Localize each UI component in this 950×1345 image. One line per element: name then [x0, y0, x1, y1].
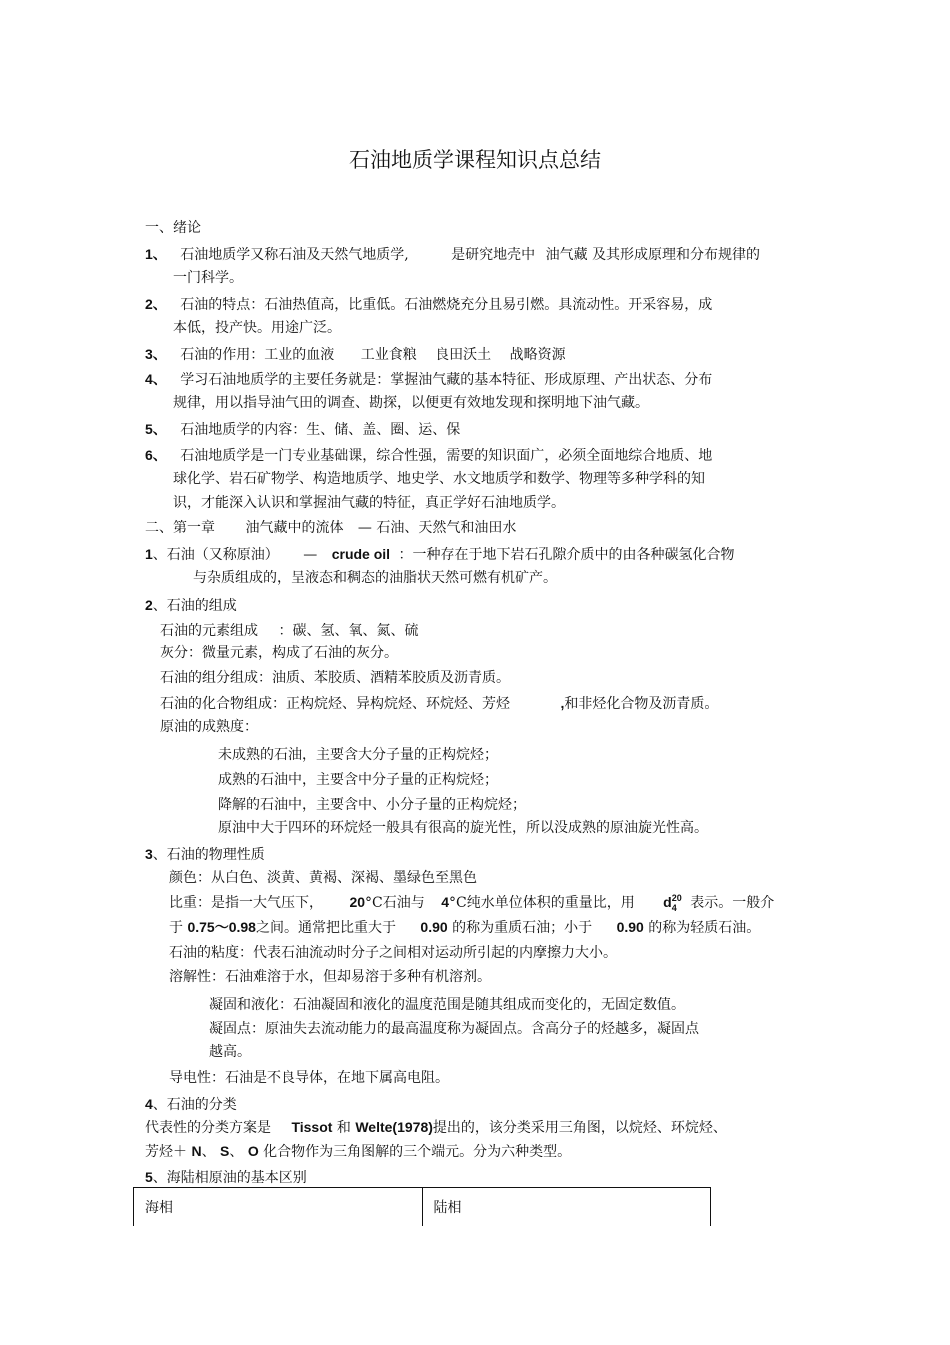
- item-text: 是研究地壳中: [451, 247, 536, 263]
- item-text: 的称为轻质石油。: [648, 920, 761, 936]
- item-text: 石油地质学又称石油及天然气地质学,: [180, 247, 409, 263]
- comparison-table: [133, 1187, 711, 1226]
- item-text: 石油的化合物组成：正构烷烃、异构烷烃、环烷烃、芳烃: [160, 696, 510, 712]
- symbol: d: [663, 894, 672, 910]
- section-heading-intro: 一、绪论: [145, 220, 201, 236]
- list-number: 1、: [145, 246, 167, 262]
- value: 0.90: [616, 919, 644, 935]
- compound-composition: [160, 694, 718, 713]
- list-item-2: [145, 295, 712, 314]
- table-row: [134, 1188, 711, 1227]
- item-text: °C石油与: [365, 895, 425, 911]
- item-text: 表示。一般介: [690, 895, 775, 911]
- item-text: 油气藏: [545, 247, 588, 263]
- group-composition: 石油的组分组成：油质、苯胶质、酒精苯胶质及沥青质。: [160, 670, 510, 686]
- value: 0.90: [420, 919, 448, 935]
- item-text: °C纯水单位体积的重量比，用: [449, 895, 635, 911]
- author-name: Welte(1978): [355, 1119, 433, 1135]
- item-text: 学习石油地质学的主要任务就是：掌握油气藏的基本特征、形成原理、产出状态、分布: [180, 372, 713, 388]
- item-text: 代表性的分类方案是: [145, 1120, 271, 1136]
- english-term: crude oil: [331, 546, 391, 562]
- separator: 、: [201, 1144, 216, 1160]
- list-number: 4、: [145, 371, 167, 387]
- item-text: 于: [169, 920, 183, 936]
- list-number: 3、: [145, 346, 167, 362]
- color-line: 颜色：从白色、淡黄、黄褐、深褐、墨绿色至黑色: [169, 870, 477, 886]
- list-item-3: [145, 345, 566, 364]
- chapter-title: 油气藏中的流体: [245, 520, 344, 536]
- section-number: 3: [145, 846, 153, 862]
- maturity-item: 降解的石油中，主要含中、小分子量的正构烷烃；: [218, 797, 526, 813]
- item-text: 石油地质学是一门专业基础课，综合性强，需要的知识面广，必须全面地综合地质、地: [180, 448, 713, 464]
- item-text: 和: [336, 1120, 351, 1136]
- subsection-4-heading: [145, 1095, 237, 1114]
- subsection-1: [145, 545, 735, 564]
- element-composition: [160, 622, 418, 640]
- specific-gravity-cont: [169, 918, 760, 937]
- symbol-superscript: 20: [671, 893, 682, 904]
- specific-gravity-line: [169, 893, 774, 912]
- table-header-continental: 陆相: [422, 1188, 711, 1227]
- item-text: 提出的，该分类采用三角图，以烷烃、环烷烃、: [432, 1120, 727, 1136]
- value: 4: [441, 894, 449, 910]
- list-item-4-cont: 规律，用以指导油气田的调查、勘探，以便更有效地发现和探明地下油气藏。: [173, 395, 649, 411]
- author-name: Tissot: [291, 1119, 333, 1135]
- element-symbol: N: [191, 1143, 202, 1159]
- maturity-item: 未成熟的石油，主要含大分子量的正构烷烃；: [218, 747, 498, 763]
- chapter-label: 二、第一章: [145, 520, 215, 536]
- heading-text: 、海陆相原油的基本区别: [152, 1170, 307, 1186]
- item-text: 战略资源: [509, 347, 566, 363]
- item-text: 石油地质学的内容：生、储、盖、圈、运、保: [180, 422, 461, 438]
- subsection-1-cont: 与杂质组成的，呈液态和稠态的油脂状天然可燃有机矿产。: [193, 570, 557, 586]
- item-text: 比重：是指一大气压下，: [169, 895, 323, 911]
- item-text: ：碳、氢、氧、氮、硫: [278, 623, 419, 639]
- list-number: 2、: [145, 296, 167, 312]
- freezing-point-cont: 越高。: [209, 1044, 251, 1060]
- viscosity-line: 石油的粘度：代表石油流动时分子之间相对运动所引起的内摩擦力大小。: [169, 945, 617, 961]
- value: 0.75～0.98: [187, 919, 256, 935]
- page-title: 石油地质学课程知识点总结: [349, 148, 601, 172]
- list-number: 6、: [145, 447, 167, 463]
- list-item-6: [145, 446, 712, 465]
- solidification-line: 凝固和液化：石油凝固和液化的温度范围是随其组成而变化的，无固定数值。: [209, 997, 685, 1013]
- section-number: 5: [145, 1169, 153, 1185]
- item-text: ,: [560, 695, 565, 711]
- chapter-subtitle: — 石油、天然气和油田水: [357, 520, 517, 536]
- symbol-subscript: 4: [671, 902, 677, 913]
- item-text: 石油的特点：石油热值高，比重低。石油燃烧充分且易引燃。具流动性。开采容易，成: [180, 297, 713, 313]
- conductivity-line: 导电性：石油是不良导体，在地下属高电阻。: [169, 1070, 449, 1086]
- element-symbol: O: [247, 1143, 259, 1159]
- list-item-5: [145, 420, 460, 439]
- maturity-item: 成熟的石油中，主要含中分子量的正构烷烃；: [218, 772, 498, 788]
- list-item-2-cont: 本低，投产快。用途广泛。: [173, 320, 341, 336]
- item-text: 和非烃化合物及沥青质。: [564, 696, 719, 712]
- table-header-marine: 海相: [134, 1188, 423, 1227]
- item-text: 良田沃土: [435, 347, 492, 363]
- subsection-2-heading: [145, 596, 237, 615]
- item-text: 之间。通常把比重大于: [255, 920, 396, 936]
- item-text: —: [303, 547, 318, 563]
- section-number: 4: [145, 1096, 153, 1112]
- heading-text: 、石油的分类: [152, 1097, 237, 1113]
- item-text: 石油的作用：工业的血液: [180, 347, 335, 363]
- element-symbol: S: [220, 1143, 230, 1159]
- maturity-label: 原油的成熟度：: [160, 719, 258, 735]
- list-item-1: [145, 245, 760, 264]
- list-item-6-cont: 识，才能深入认识和掌握油气藏的特征，真正学好石油地质学。: [173, 495, 565, 511]
- item-text: ：一种存在于地下岩石孔隙介质中的由各种碳氢化合物: [398, 547, 735, 563]
- heading-text: 、石油的物理性质: [152, 847, 265, 863]
- item-text: 石油的元素组成: [160, 623, 258, 639]
- subsection-5-heading: [145, 1168, 307, 1187]
- maturity-item: 原油中大于四环的环烷烃一般具有很高的旋光性，所以没成熟的原油旋光性高。: [218, 820, 708, 836]
- freezing-point-line: 凝固点：原油失去流动能力的最高温度称为凝固点。含高分子的烃越多，凝固点: [209, 1021, 699, 1037]
- ash-line: 灰分：微量元素，构成了石油的灰分。: [160, 645, 398, 661]
- section-number: 1: [145, 546, 153, 562]
- section-number: 2: [145, 597, 153, 613]
- list-number: 5、: [145, 421, 167, 437]
- item-text: 的称为重质石油；小于: [452, 920, 593, 936]
- classification-line: [145, 1118, 727, 1137]
- item-text: 工业食粮: [360, 347, 417, 363]
- item-text: 及其形成原理和分布规律的: [592, 247, 761, 263]
- item-text: 芳烃＋: [145, 1144, 187, 1160]
- list-item-6-cont: 球化学、岩石矿物学、构造地质学、地史学、水文地质学和数学、物理等多种学科的知: [173, 471, 705, 487]
- heading-text: 、石油的组成: [152, 598, 237, 614]
- value: 20: [349, 894, 366, 910]
- list-item-4: [145, 370, 712, 389]
- classification-cont: [145, 1142, 571, 1161]
- item-text: 化合物作为三角图解的三个端元。分为六种类型。: [263, 1144, 572, 1160]
- list-item-1-cont: 一门科学。: [173, 270, 243, 286]
- subsection-3-heading: [145, 845, 265, 864]
- chapter-heading: [145, 519, 516, 537]
- solubility-line: 溶解性：石油难溶于水，但却易溶于多种有机溶剂。: [169, 969, 491, 985]
- separator: 、: [229, 1144, 244, 1160]
- item-text: 、石油（又称原油）: [152, 547, 279, 563]
